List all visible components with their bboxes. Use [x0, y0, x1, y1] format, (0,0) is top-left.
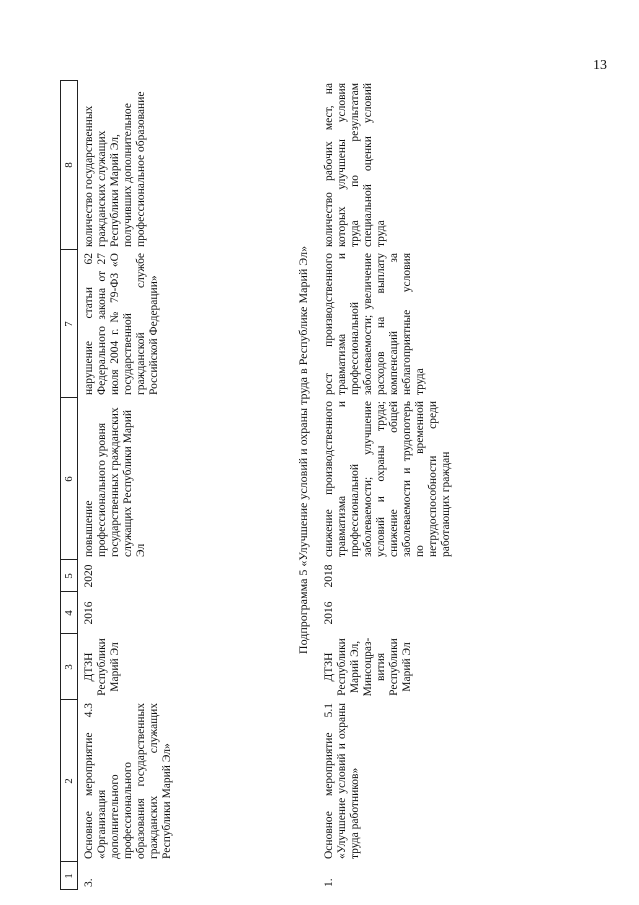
row-number: 3. [83, 878, 95, 887]
indicator: количество рабочих мест, на которых улучшены условия труда по результатам специальной оценки условий труда [323, 83, 387, 247]
executor: ДТЗН Республики Марий Эл, Минсоцраз-вития Республики Марий Эл [323, 637, 413, 697]
row-number: 1. [323, 878, 335, 887]
expected-result: повышение профессионального уровня государственных гражданских служащих Республики Марий Эл [83, 407, 147, 557]
start-year: 2016 [323, 601, 335, 625]
header-cell-7: 7 [63, 321, 75, 327]
end-year: 2018 [323, 564, 335, 588]
header-cell-5: 5 [63, 573, 75, 579]
measures-table [60, 80, 560, 890]
end-year: 2020 [83, 564, 95, 588]
executor: ДТЗН Республики Марий Эл [83, 638, 121, 696]
non-implementation-consequences: рост производственного травматизма и профессиональной заболеваемости; увеличение расходов на выплату компенсаций за неблагоприятные условия труда [323, 253, 426, 395]
header-cell-1: 1 [63, 873, 75, 879]
header-cell-4: 4 [63, 610, 75, 616]
start-year: 2016 [83, 601, 95, 625]
header-cell-3: 3 [63, 664, 75, 670]
measure-name: Основное мероприятие 4.3 «Организация дополнительного профессионального образования государственных гражданских служащих Республики Марий Эл» [83, 703, 173, 859]
header-cell-6: 6 [63, 476, 75, 482]
indicator: количество государственных гражданских служащих Республики Марий Эл, получивших дополнительное профессиональное образование [83, 91, 147, 247]
measure-name: Основное мероприятие 5.1 «Улучшение условий и охраны труда работников» [323, 703, 361, 859]
header-cell-8: 8 [63, 162, 75, 168]
header-cell-2: 2 [63, 778, 75, 784]
page-number: 13 [593, 58, 607, 73]
expected-result: снижение производственного травматизма и профессиональной заболеваемости; улучшение условий и охраны труда; снижение общей заболеваемости и трудопотерь по временной нетрудоспособности среди работающих граждан [323, 401, 452, 557]
non-implementation-consequences: нарушение статьи 62 Федерального закона от 27 июля 2004 г. № 79-ФЗ «О государственной гражданской службе Российской Федерации» [83, 253, 160, 395]
subprogram-title: Подпрограмма 5 «Улучшение условий и охраны труда в Республике Марий Эл» [296, 245, 310, 655]
